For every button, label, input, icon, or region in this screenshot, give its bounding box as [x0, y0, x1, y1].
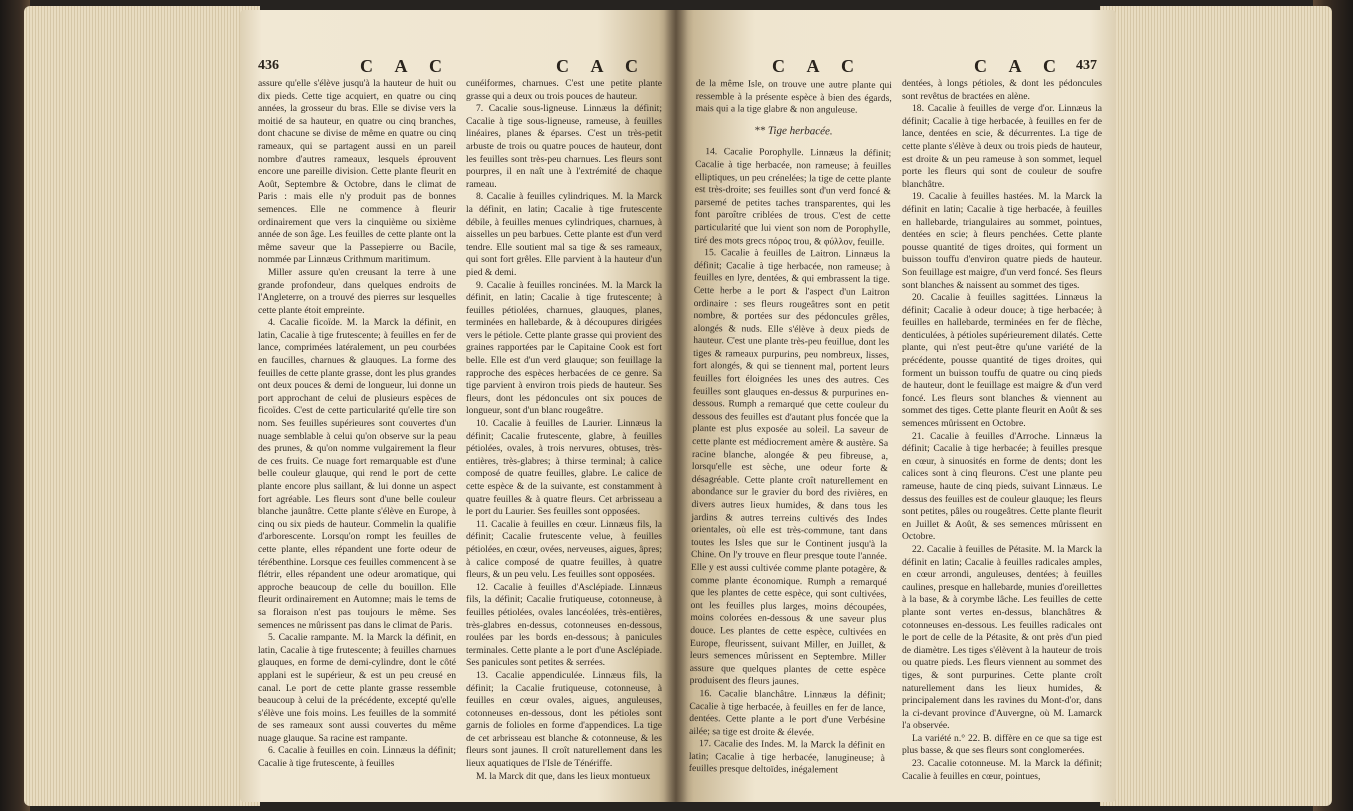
- paragraph: 22. Cacalie à feuilles de Pétasite. M. la Marck la définit en latin; Cacalie à feuilles radicales amples, en cœur arrondi, anguleuses, dentées; à feuilles caulines, presque en hallebarde, munies d'oreillettes à la base, & à corymbe lâche. Les feuilles de cette plante sont vertes en-dessus, blanchâtres & cotonneuses en-dessous. Les feuilles radicales ont le port de celle de la Pétasite, & ont près d'un pied de diamètre. Les tiges s'élèvent à la hauteur de trois ou quatre pieds. Les fleurs viennent au sommet des tiges, & sont purpurines. Cette plante croît naturellement dans les lieux humides, & principalement dans les ravines du Mont-d'or, dans la ci-devant province d'Auvergne, où M. Lamarck l'a observée.: [902, 543, 1102, 732]
- right-column-2: [902, 78, 1102, 783]
- right-column-1: [689, 78, 892, 778]
- paragraph: 9. Cacalie à feuilles roncinées. M. la Marck la définit, en latin; Cacalie à tige frutescente; à feuilles pétiolées, charnues, glauques, planes, terminées en hallebarde, & à découpures dirigées vers le pétiole. Cette plante grasse qui provient des graines rapportées par le Capitaine Cook est fort belle. Elle est d'un verd glauque; son feuillage la rapproche des espèces herbacées de ce genre. Sa tige parvient à environ trois pieds de hauteur. Ses fleurs, dont les pédoncules ont six pouces de longueur, sont d'un blanc rougeâtre.: [466, 279, 662, 417]
- section-title: ** Tige herbacée.: [754, 124, 833, 138]
- page-number: 436: [258, 58, 279, 73]
- paragraph: 7. Cacalie sous-ligneuse. Linnæus la définit; Cacalie à tige sous-ligneuse, rameuse, à feuilles linéaires, planes & éparses. C'est un très-petit arbuste de trois ou quatre pouces de hauteur, dont les feuilles sont très-peu charnues. Les fleurs sont pourpres, il en naît une à l'extrémité de chaque rameau.: [466, 103, 662, 190]
- page-number: 437: [1076, 58, 1097, 73]
- paragraph: 15. Cacalie à feuilles de Laitron. Linnæus la définit; Cacalie à tige herbacée, non rameuse; à feuilles en lyre, dentées, & qui embrassent la tige. Cette herbe a le port & l'aspect d'un Laitron ordinaire : ses fleurs rougeâtres sont en petit nombre, & portées sur des pédoncules grêles, alongés & nuds. Elle s'élève à deux pieds de hauteur. C'est une plante très-peu feuillue, dont les tiges & rameaux purpurins, peu nombreux, lisses, fort alongés, & qui se tiennent mal, portent leurs feuilles fort éloignées les unes des autres. Ces feuilles sont glauques en-dessus & purpurines en-dessous. Rumph a remarqué que cette couleur du dessous des feuilles est d'autant plus foncée que la plante est plus exposée au soleil. La saveur de cette plante est médiocrement amère & austère. Sa racine blanche, alongée & peu fibreuse, a, lorsqu'elle est sèche, une odeur forte & désagréable. Cette plante croît naturellement en abondance sur le gravier du bord des rivières, en divers autres lieux humides, & dans tous les jardins & autres terreins cultivés des Indes orientales, où elle est très-commune, tant dans toutes les Isles que sur le Continent jusqu'à la Chine. On l'y trouve en fleur presque toute l'année. Elle y est aussi cultivée comme plante potagère, & comme plante économique. Rumph a remarqué que les plantes de cette espèce, qui sont cultivées, ont les feuilles plus larges, moins découpées, moins colorées en-dessous & une saveur plus douce. Les plantes de cette espèce, cultivées en Europe, fleurissent, suivant Miller, en Juillet, & leurs semences mûrissent en Septembre. Miller assure que quelques plantes de cette espèce produisent des fleurs jaunes.: [689, 247, 891, 688]
- paragraph: 21. Cacalie à feuilles d'Arroche. Linnæus la définit; Cacalie à tige herbacée; à feuilles presque en cœur, à sinuosités en forme de dents; dont les calices sont à cinq fleurons. C'est une plante peu rameuse, haute de cinq pieds, suivant Linnæus. Le dessus des feuilles est de couleur glauque; les fleurs sont petites, pâles ou rougeâtres. Cette plante fleurit en Juillet & Août, & ses semences mûrissent en Octobre.: [902, 430, 1102, 543]
- paragraph: dentées, à longs pétioles, & dont les pédoncules sont revêtus de bractées en alène.: [902, 78, 1102, 102]
- page-block-left: [24, 6, 260, 806]
- paragraph: 6. Cacalie à feuilles en coin. Linnæus la définit; Cacalie à tige frutescente, à feuilles: [258, 745, 456, 770]
- running-head: C A C: [974, 56, 1066, 76]
- paragraph: 8. Cacalie à feuilles cylindriques. M. la Marck la définit, en latin; Cacalie à tige frutescente débile, à feuilles menues cylindriques, charnues, à aisselles un peu barbues. Cette plante est d'un verd tendre. Elle soutient mal sa tige & ses rameaux, qui sont fort grêles. Elle parvient à la hauteur d'un pied & demi.: [466, 191, 662, 278]
- page-block-right: [1100, 6, 1332, 806]
- left-column-2: [466, 78, 662, 783]
- paragraph: M. la Marck dit que, dans les lieux montueux: [476, 770, 651, 782]
- paragraph: assure qu'elle s'élève jusqu'à la hauteur de huit ou dix pieds. Cette tige acquiert, en quatre ou cinq années, la grosseur du bras. Elle se divise vers la moitié de sa hauteur, en quatre ou cinq branches, dont chacune se divise de même en quatre ou cinq rameaux, qui se partagent aussi en un pareil nombre d'autres rameaux, lesquels éprouvent encore une pareille division. Cette plante fleurit en Août, Septembre & Octobre, dans le climat de Paris : mais elle n'y produit pas de bonnes semences. Elle ne commence à fleurir ordinairement que vers la cinquième ou sixième année de son âge. Les feuilles de cette plante ont la même saveur que la Passepierre ou Bacile, nommée par Linnæus Crithmum maritimum.: [258, 78, 456, 266]
- paragraph: 10. Cacalie à feuilles de Laurier. Linnæus la définit; Cacalie frutescente, glabre, à feuilles pétiolées, ovales, à trois nervures, obtuses, très-entières, très-glabres; à thirse terminal; à calice composé de quatre feuilles, glabre. Le calice de cette espèce & de la suivante, est constamment à quatre feuilles & à quatre fleurs. Cet arbrisseau a le port du Laurier. Ses feuilles sont opposées.: [466, 418, 662, 518]
- running-head: C A C: [360, 56, 452, 76]
- paragraph: La variété n.° 22. B. diffère en ce que sa tige est plus basse, & que ses fleurs sont conglomerées.: [902, 732, 1102, 757]
- paragraph: de la même Isle, on trouve une autre plante qui ressemble à la présente espèce à bien des égards, mais qui a la tige glabre & non anguleuse.: [695, 78, 892, 116]
- paragraph: cunéiformes, charnues. C'est une petite plante grasse qui a deux ou trois pouces de hauteur.: [466, 78, 662, 102]
- paragraph: 23. Cacalie cotonneuse. M. la Marck la définit; Cacalie à feuilles en cœur, pointues,: [902, 758, 1102, 782]
- paragraph: Miller assure qu'en creusant la terre à une grande profondeur, dans quelques endroits de l'Angleterre, on a trouvé des pierres sur lesquelles cette plante étoit empreinte.: [258, 266, 456, 316]
- paragraph: 11. Cacalie à feuilles en cœur. Linnæus fils, la définit; Cacalie frutescente velue, à feuilles pétiolées, en cœur, ovées, nerveuses, aigues, âpres; à calice composé de quatre feuilles, à quatre fleurs, & un peu velu. Les feuilles sont opposées.: [466, 518, 662, 581]
- paragraph: 19. Cacalie à feuilles hastées. M. la Marck la définit en latin; Cacalie à tige herbacée, à feuilles en hallebarde, triangulaires au sommet, pointues, dentées en scie; à fleurs penchées. Cette plante pousse quantité de tiges droites, qui forment un buisson touffu d'environ quatre pieds de hauteur. Son feuillage est maigre, d'un verd foncé. Ses fleurs sont blanches & naissent au sommet des tiges.: [902, 191, 1102, 291]
- paragraph: 18. Cacalie à feuilles de verge d'or. Linnæus la définit; Cacalie à tige herbacée, à feuilles en fer de lance, dentées en scie, & décurrentes. La tige de cette plante s'élève à deux ou trois pieds de hauteur, est droite & un peu rameuse à son sommet, lequel porte les fleurs qui sont de couleur de soufre blanchâtre.: [902, 103, 1102, 190]
- paragraph: 12. Cacalie à feuilles d'Asclépiade. Linnæus fils, la définit; Cacalie frutiqueuse, cotonneuse, à feuilles pétiolées, ovales lancéolées, très-entières, très-glabres en-dessus, cotonneuses en-dessous, roulées par les bords en-dessous; à panicules terminales. Cette plante a le port d'une Asclépiade. Ses panicules sont petites & serrées.: [466, 581, 662, 669]
- paragraph: 13. Cacalie appendiculée. Linnæus fils, la définit; la Cacalie frutiqueuse, cotonneuse, à feuilles en cœur ovales, aigues, anguleuses, cotonneuses en-dessous, dont les pétioles sont garnis de folioles en forme d'appendices. La tige de cet arbrisseau est blanche & cotonneuse, & les fleurs sont jaunes. Il croît naturellement dans les lieux aquatiques de l'Isle de Ténériffe.: [466, 669, 662, 770]
- paragraph: 5. Cacalie rampante. M. la Marck la définit, en latin, Cacalie à tige frutescente; à feuilles charnues glauques, en forme de demi-cylindre, dont le côté applani est le supérieur, & est un peu creusé en canal. Le port de cette plante grasse ressemble beaucoup à celui de la précédente, excepté qu'elle s'élève une fois moins. Les feuilles de la sommité de ses rameaux sont aussi couvertes du même nuage glauque. Sa racine est rampante.: [258, 632, 456, 744]
- paragraph: 14. Cacalie Porophylle. Linnæus la définit; Cacalie à tige herbacée, non rameuse; à feuilles elliptiques, un peu crénelées; la tige de cette plante est très-droite; ses feuilles sont d'un verd foncé & parsemé de petites taches transparentes, qui les font paroître criblées de trous. C'est de cette particularité que lui vient son nom de Porophylle, tiré des mots grecs πόρος trou, & φύλλον, feuille.: [694, 146, 892, 248]
- paragraph: 17. Cacalie des Indes. M. la Marck la définit en latin; Cacalie à tige herbacée, lanugineuse; à feuilles presque deltoïdes, inégalement: [688, 738, 886, 776]
- paragraph: 20. Cacalie à feuilles sagittées. Linnæus la définit; Cacalie à odeur douce; à tige herbacée; à feuilles en hallebarde, terminées en fer de flèche, denticulées, à pétioles supérieurement dilatés. Cette plante, qui n'est peut-être qu'une variété de la précédente, pousse quantité de tiges droites, qui forment un buisson touffu de quatre ou cinq pieds de hauteur, dont le feuillage est maigre & d'un verd foncé. Les fleurs sont blanches & viennent au sommet des tiges. Cette plante fleurit en Août & ses semences mûrissent en Octobre.: [902, 292, 1102, 430]
- running-head: C A C: [556, 56, 648, 76]
- book-gutter: [664, 10, 688, 802]
- left-page: [240, 10, 676, 802]
- running-head: C A C: [772, 56, 864, 76]
- paragraph: 4. Cacalie ficoïde. M. la Marck la définit, en latin, Cacalie à tige frutescente; à feuilles en fer de lance, comprimées latéralement, un peu courbées en faucilles, charnues & glauques. La forme des feuilles de cette plante grasse, dont les plus grandes ont deux pouces & demi de longueur, lui donne un port approchant de celui de plusieurs espèces de ficoïdes. C'est de cette particularité qu'elle tire son nom. Ses feuilles supérieures sont couvertes d'un nuage semblable à celui qu'on observe sur la peau des prunes, & qu'on nomme vulgairement la fleur de ces fruits. Ce nuage fort remarquable est d'une belle couleur glauque, qui rend le port de cette plante encore plus saillant, & lui donne un aspect fort agréable. Les fleurs sont d'une belle couleur blanche jaunâtre. Cette plante s'élève en Europe, à cinq ou six pieds de hauteur. Commelin la qualifie d'arborescente. Lorsqu'on rompt les feuilles de cette plante, elles répandent une forte odeur de térébenthine. Lorsque ces feuilles commencent à se flétrir, elles répandent une odeur aromatique, qui approche beaucoup de celle du bouillon. Elle fleurit ordinairement en Automne; mais le tems de sa floraison n'est pas toujours le même. Ses semences ne mûrissent pas dans le climat de Paris.: [258, 317, 456, 631]
- left-column-1: [258, 78, 456, 771]
- right-page: [676, 10, 1116, 802]
- paragraph: 16. Cacalie blanchâtre. Linnæus la définit; Cacalie à tige herbacée, à feuilles en fer de lance, dentées. Cette plante a le port d'une Verbésine ailée; sa tige est droite & élevée.: [689, 687, 886, 738]
